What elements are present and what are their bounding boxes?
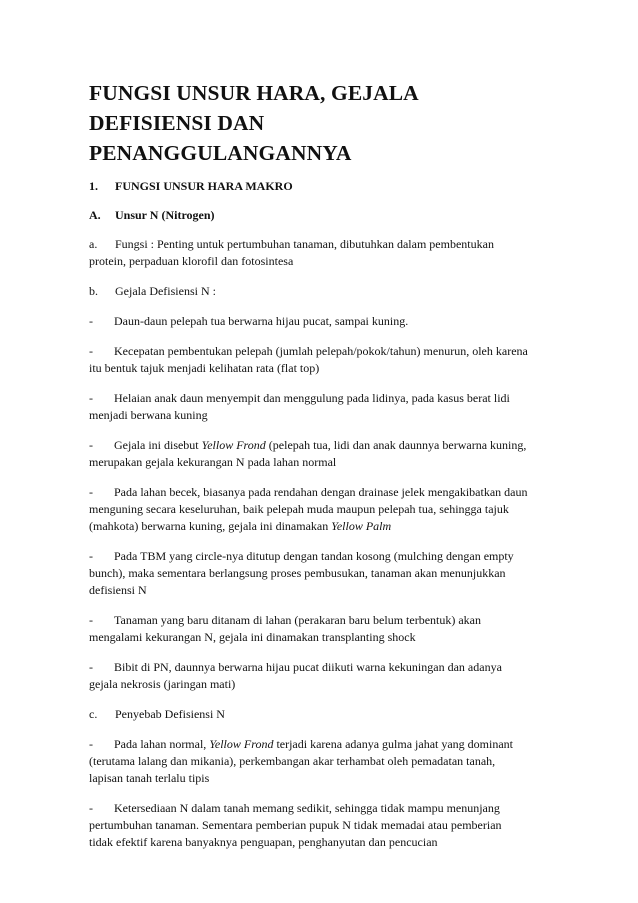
emphasis-text: Yellow Palm	[331, 519, 392, 533]
list-item	[89, 484, 569, 535]
title-line: FUNGSI UNSUR HARA, GEJALA	[89, 81, 419, 105]
title-line: DEFISIENSI DAN	[89, 111, 265, 135]
paragraph-line: merupakan gejala kekurangan N pada lahan normal	[89, 455, 337, 469]
title-line: PENANGGULANGANNYA	[89, 141, 352, 165]
list-item	[89, 437, 569, 471]
document-page	[89, 78, 569, 851]
dash-marker: -	[89, 438, 93, 452]
list-item	[89, 800, 569, 851]
item-number: b.	[89, 284, 98, 298]
section-heading-a	[89, 207, 569, 223]
paragraph-line: Tanaman yang baru ditanam di lahan (perakaran baru belum terbentuk) akan	[114, 613, 482, 627]
list-item	[89, 390, 569, 424]
paragraph-line: menguning secara keseluruhan, baik pelepah muda maupun pelepah tua, sehingga tajuk	[89, 502, 509, 516]
item-label: Gejala Defisiensi N :	[115, 284, 216, 298]
section-number: 1.	[89, 179, 98, 193]
paragraph-line: bunch), maka sementara berlangsung proses pembusukan, tanaman akan menunjukkan	[89, 566, 506, 580]
document-title	[89, 78, 569, 168]
paragraph-text: (pelepah tua, lidi dan anak daunnya berwarna kuning,	[265, 438, 527, 452]
list-item	[89, 659, 569, 693]
paragraph-line: (terutama lalang dan mikania), perkembangan akar terhambat oleh pemadatan tanah,	[89, 754, 496, 768]
dash-marker: -	[89, 549, 93, 563]
dash-marker: -	[89, 613, 93, 627]
list-item	[89, 313, 569, 330]
paragraph-line: Helaian anak daun menyempit dan menggulung pada lidinya, pada kasus berat lidi	[114, 391, 510, 405]
dash-marker: -	[89, 314, 93, 328]
list-item	[89, 548, 569, 599]
list-item	[89, 343, 569, 377]
paragraph-line: defisiensi N	[89, 583, 147, 597]
emphasis-text: Yellow Frond	[201, 438, 266, 452]
dash-marker: -	[89, 391, 93, 405]
paragraph-line: mengalami kekurangan N, gejala ini dinamakan transplanting shock	[89, 630, 416, 644]
paragraph-line: Kecepatan pembentukan pelepah (jumlah pelepah/pokok/tahun) menurun, oleh karena	[114, 344, 528, 358]
item-label: Penyebab Defisiensi N	[115, 707, 225, 721]
item-number: a.	[89, 237, 98, 251]
paragraph-line: Ketersediaan N dalam tanah memang sedikit, sehingga tidak mampu menunjang	[114, 801, 500, 815]
dash-marker: -	[89, 801, 93, 815]
paragraph-line: pertumbuhan tanaman. Sementara pemberian pupuk N tidak memadai atau pemberian	[89, 818, 502, 832]
paragraph-text: terjadi karena adanya gulma jahat yang dominant	[273, 737, 514, 751]
dash-marker: -	[89, 344, 93, 358]
item-a-paragraph	[89, 236, 569, 270]
paragraph-text: Pada lahan normal,	[114, 737, 210, 751]
section-label: Unsur N (Nitrogen)	[115, 208, 215, 222]
paragraph-line: lapisan tanah terlalu tipis	[89, 771, 210, 785]
section-heading-1	[89, 178, 569, 194]
paragraph-text: Gejala ini disebut	[114, 438, 202, 452]
paragraph-line: itu bentuk tajuk menjadi kelihatan rata (flat top)	[89, 361, 320, 375]
paragraph-line: tidak efektif karena banyaknya penguapan, penghanyutan dan pencucian	[89, 835, 438, 849]
list-item	[89, 612, 569, 646]
list-item	[89, 736, 569, 787]
dash-marker: -	[89, 660, 93, 674]
emphasis-text: Yellow Frond	[209, 737, 274, 751]
paragraph-line: Daun-daun pelepah tua berwarna hijau pucat, sampai kuning.	[114, 314, 409, 328]
paragraph-line: menjadi berwana kuning	[89, 408, 208, 422]
dash-marker: -	[89, 485, 93, 499]
dash-marker: -	[89, 737, 93, 751]
paragraph-line: protein, perpaduan klorofil dan fotosintesa	[89, 254, 294, 268]
item-b-heading	[89, 283, 569, 300]
paragraph-line: Pada TBM yang circle-nya ditutup dengan tandan kosong (mulching dengan empty	[114, 549, 514, 563]
paragraph-line: Bibit di PN, daunnya berwarna hijau pucat diikuti warna kekuningan dan adanya	[114, 660, 502, 674]
paragraph-line: Pada lahan becek, biasanya pada rendahan dengan drainase jelek mengakibatkan daun	[114, 485, 528, 499]
item-number: c.	[89, 707, 98, 721]
section-number: A.	[89, 208, 101, 222]
paragraph-line: gejala nekrosis (jaringan mati)	[89, 677, 236, 691]
section-label: FUNGSI UNSUR HARA MAKRO	[115, 179, 293, 193]
item-c-heading	[89, 706, 569, 723]
paragraph-text: (mahkota) berwarna kuning, gejala ini dinamakan	[89, 519, 332, 533]
paragraph-line: Fungsi : Penting untuk pertumbuhan tanaman, dibutuhkan dalam pembentukan	[115, 237, 494, 251]
